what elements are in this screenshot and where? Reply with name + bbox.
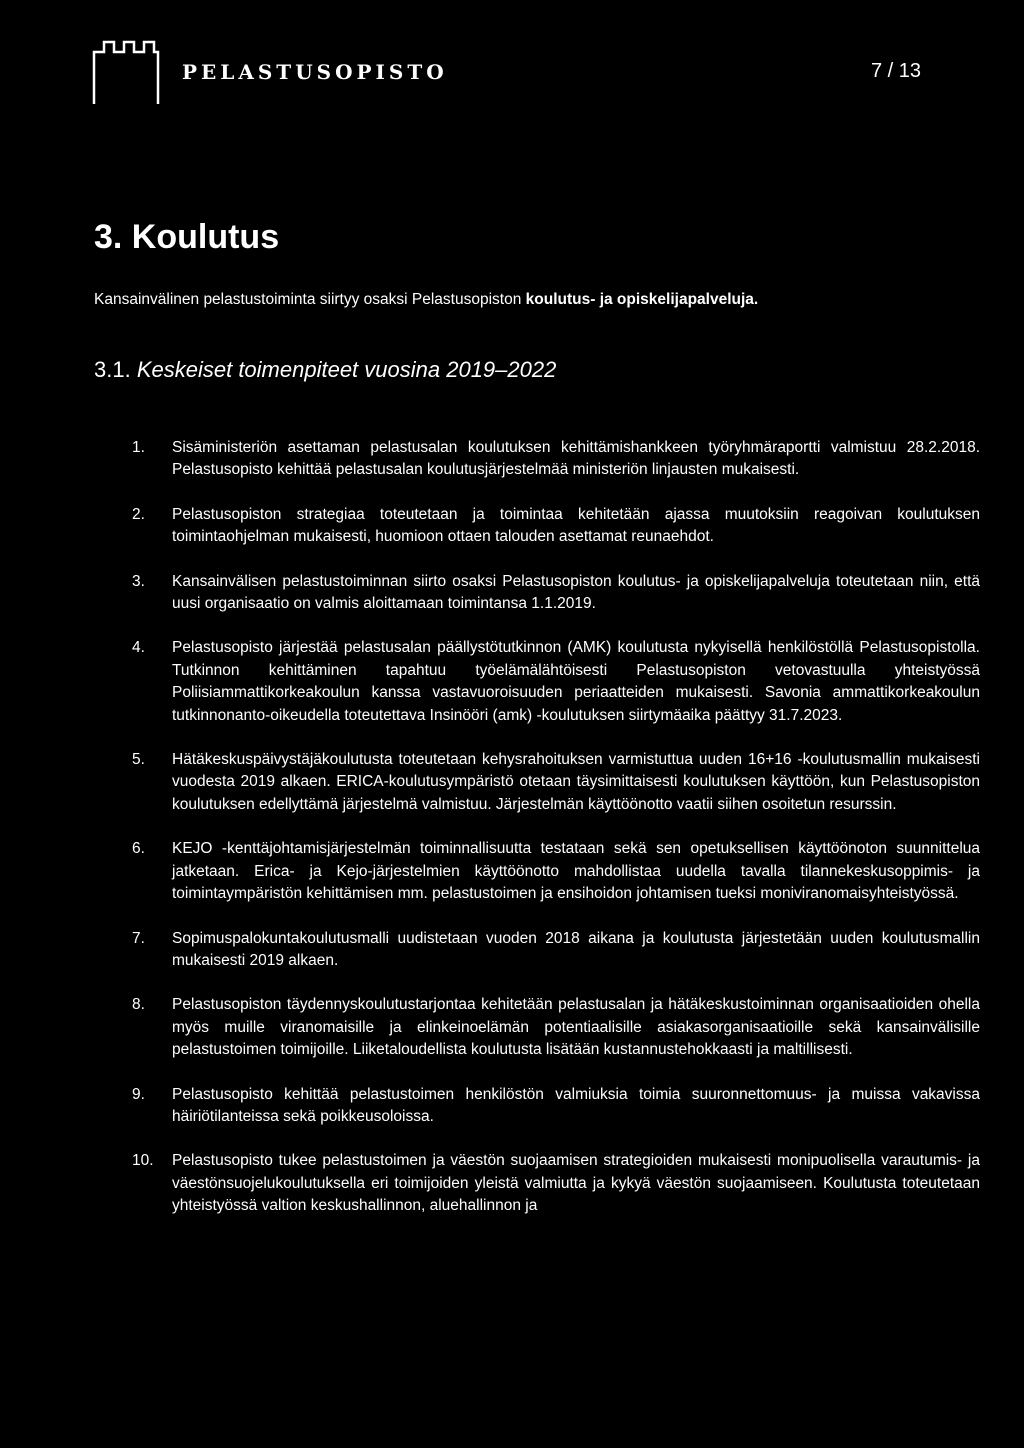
list-item — [132, 1150, 980, 1217]
list-item-number: 4. — [132, 639, 145, 657]
list-item — [132, 1084, 980, 1129]
castle-tower-icon — [92, 34, 162, 106]
list-item-text: Pelastusopiston strategiaa toteutetaan ja toimintaa kehitetään ajassa muutoksiin reagoivan koulutuksen toimintaohjelman mukaisesti, huomioon ottaen talouden asettamat reunaehdot. — [172, 505, 980, 546]
page-header — [92, 30, 992, 110]
list-item-number: 8. — [132, 996, 145, 1014]
list-item-number: 2. — [132, 505, 145, 523]
list-item-text: Pelastusopisto järjestää pelastusalan päällystötutkinnon (AMK) koulutusta nykyisellä henkilöstöllä Pelastusopistolla. Tutkinnon kehittäminen tapahtuu työelämälähtöisesti Pelastusopiston vetovastuulla yhteistyössä Poliisiammattikorkeakoulun kanssa vastavuoroisuuden periaatteiden mukaisesti. Savonia ammattikorkeakoulun tutkinnonanto-oikeudella toteutettava Insinööri (amk) -koulutuksen siirtymäaika päättyy 31.7.2023. — [172, 639, 980, 724]
list-item-number: 6. — [132, 840, 145, 858]
list-item-number: 10. — [132, 1152, 154, 1170]
list-item-number: 7. — [132, 929, 145, 947]
list-item — [132, 928, 980, 973]
list-item-text: Hätäkeskuspäivystäjäkoulutusta toteutetaan kehysrahoituksen varmistuttua uuden 16+16 -koulutusmallin mukaisesti vuodesta 2019 alkaen. ERICA-koulutusympäristö otetaan täysimittaisesti koulutuksen käyttöön, kun Pelastusopiston koulutuksen edellyttämä järjestelmä valmistuu. Järjestelmän käyttöönotto vaatii siihen osoitetun resurssin. — [172, 751, 980, 813]
list-item — [132, 504, 980, 549]
list-item-text: Pelastusopisto kehittää pelastustoimen henkilöstön valmiuksia toimia suuronnettomuus- ja muissa vakavissa häiriötilanteissa sekä poikkeusoloissa. — [172, 1085, 980, 1125]
page-number: 7 / 13 — [871, 60, 922, 82]
intro-text: Kansainvälinen pelastustoiminta siirtyy osaksi Pelastusopiston — [94, 291, 526, 308]
list-item — [132, 994, 980, 1061]
subsection-number: 3.1. — [94, 357, 131, 382]
list-item-text: Pelastusopisto tukee pelastustoimen ja väestön suojaamisen strategioiden mukaisesti monipuolisella varautumis- ja väestönsuojelukoulutuksella eri toimijoiden yleistä valmiutta ja kykyä väestön suojaamiseen. Koulutusta toteutetaan yhteistyössä valtion keskushallinnon, aluehallinnon ja — [172, 1152, 980, 1215]
list-item — [132, 637, 980, 727]
subsection-title: Keskeiset toimenpiteet vuosina 2019–2022 — [136, 357, 557, 382]
subsection-heading — [94, 357, 556, 383]
list-item-text: Sisäministeriön asettaman pelastusalan koulutuksen kehittämishankkeen työryhmäraportti valmistuu 28.2.2018. Pelastusopisto kehittää pelastusalan koulutusjärjestelmää ministeriön linjausten mukaisesti. — [172, 439, 980, 479]
list-item — [132, 571, 980, 616]
section-heading: 3. Koulutus — [94, 218, 280, 256]
list-item-text: Sopimuspalokuntakoulutusmalli uudistetaan vuoden 2018 aikana ja koulutusta järjestetään uuden koulutusmallin mukaisesti 2019 alkaen. — [172, 929, 980, 969]
section-intro — [94, 291, 954, 309]
brand-name: PELASTUSOPISTO — [182, 60, 448, 84]
list-item — [132, 437, 980, 482]
list-item-text: Pelastusopiston täydennyskoulutustarjontaa kehitetään pelastusalan ja hätäkeskustoiminnan organisaatioiden ohella myös muille viranomaisille ja elinkeinoelämän potentiaalisille asiakasorganisaatioille sekä kansainvälisille pelastustoimen toimijoille. Liiketaloudellista koulutusta lisätään kustannustehokkaasti ja maltillisesti. — [172, 996, 980, 1059]
intro-bold-text: koulutus- ja opiskelijapalveluja. — [525, 291, 759, 308]
list-item-number: 3. — [132, 572, 145, 590]
list-item-text: Kansainvälisen pelastustoiminnan siirto osaksi Pelastusopiston koulutus- ja opiskelijapalveluja toteutetaan niin, että uusi organisaatio on valmis aloittamaan toimintansa 1.1.2019. — [172, 572, 980, 613]
measures-list — [132, 437, 980, 1218]
list-item — [132, 838, 980, 905]
list-item-number: 5. — [132, 751, 145, 769]
list-item-text: KEJO -kenttäjohtamisjärjestelmän toiminnallisuutta testataan sekä sen opetuksellisen käyttöönoton suunnittelua jatketaan. Erica- ja Kejo-järjestelmien käyttöönotto mahdollistaa uudella tavalla tilannekeskusoppimis- ja toimintaympäristön kehittämisen mm. pelastustoimen ja ensihoidon johtamisen tueksi moniviranomaisyhteistyössä. — [172, 840, 980, 903]
list-item — [132, 749, 980, 816]
list-item-number: 1. — [132, 439, 145, 456]
list-item-number: 9. — [132, 1085, 145, 1103]
